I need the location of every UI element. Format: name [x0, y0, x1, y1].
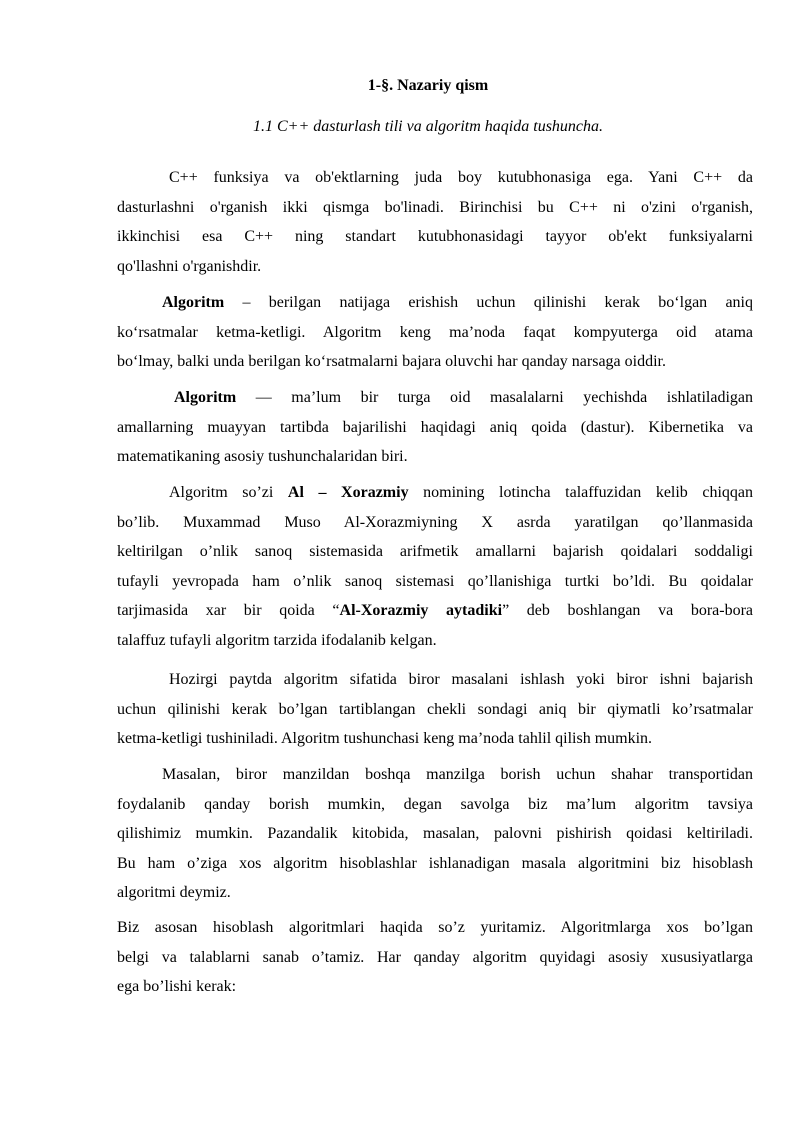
text-line	[117, 383, 753, 413]
text-run: belgi va talablarni sanab o’tamiz. Har qanday algoritm quyidagi asosiy xususiyatlarga	[117, 948, 753, 966]
bold-term: Al-Xorazmiy aytadiki	[339, 602, 503, 620]
text-run: keltirilgan o’nlik sanoq sistemasida arifmetik amallarni bajarish qoidalari soddaligi	[117, 543, 753, 561]
text-line	[117, 626, 753, 656]
text-line	[117, 695, 753, 725]
paragraph	[117, 163, 753, 281]
text-run: qilishimiz mumkin. Pazandalik kitobida, masalan, palovni pishirish qoidasi keltiriladi.	[117, 825, 753, 843]
text-line	[117, 347, 753, 377]
paragraph	[117, 760, 753, 908]
text-line	[117, 724, 753, 754]
text-line	[117, 665, 753, 695]
text-line	[117, 819, 753, 849]
paragraph	[117, 383, 753, 472]
text-run: ko‘rsatmalar ketma-ketligi. Algoritm keng ma’noda faqat kompyuterga oid atama	[117, 323, 753, 341]
text-line	[117, 849, 753, 879]
text-line	[117, 163, 753, 193]
bold-term: Algoritm	[162, 294, 225, 311]
text-run: ” deb boshlangan va bora-bora	[502, 602, 754, 620]
text-line	[117, 913, 753, 943]
text-run: Algoritm so’zi	[169, 484, 288, 501]
text-run: amallarning muayyan tartibda bajarilishi haqidagi aniq qoida (dastur). Kibernetika va	[117, 418, 753, 436]
text-line	[117, 790, 753, 820]
text-line	[117, 567, 753, 597]
text-run: Hozirgi paytda algoritm sifatida biror masalani ishlash yoki biror ishni bajarish	[169, 671, 753, 688]
text-line	[117, 478, 753, 508]
bold-term: Al – Xorazmiy	[287, 484, 409, 501]
text-run: Bu ham o’ziga xos algoritm hisoblashlar ishlanadigan masala algoritmini biz hisoblash	[117, 854, 753, 872]
paragraph	[117, 665, 753, 754]
text-run: ega bo’lishi kerak:	[117, 978, 237, 996]
text-line	[117, 943, 753, 973]
section-title: 1-§. Nazariy qism	[367, 77, 489, 94]
text-run: C++ funksiya va ob'ektlarning juda boy kutubhonasiga ega. Yani C++ da	[169, 169, 753, 186]
text-line	[117, 596, 753, 626]
text-line	[117, 442, 753, 472]
text-run: Masalan, biror manzildan boshqa manzilga borish uchun shahar transportidan	[162, 766, 753, 783]
text-line	[117, 537, 753, 567]
text-run: Biz asosan hisoblash algoritmlari haqida so’z yuritamiz. Algoritmlarga xos bo’lgan	[117, 919, 753, 936]
text-run: matematikaning asosiy tushunchalaridan biri.	[117, 448, 408, 466]
text-run: tarjimasida xar bir qoida “	[117, 602, 340, 620]
text-run: foydalanib qanday borish mumkin, degan savolga biz ma’lum algoritm tavsiya	[117, 795, 753, 813]
text-run: ikkinchisi esa C++ ning standart kutubhonasidagi tayyor ob'ekt funksiyalarni	[117, 228, 753, 246]
text-run: talaffuz tufayli algoritm tarzida ifodalanib kelgan.	[117, 631, 437, 649]
text-run: — ma’lum bir turga oid masalalarni yechishda ishlatiladigan	[236, 389, 753, 406]
text-line	[117, 318, 753, 348]
text-run: nomining lotincha talaffuzidan kelib chiqqan	[408, 484, 754, 501]
text-line	[117, 413, 753, 443]
text-run: algoritmi deymiz.	[117, 884, 231, 902]
text-run: – berilgan natijaga erishish uchun qilinishi kerak bo‘lgan aniq	[224, 294, 753, 311]
text-line	[117, 193, 753, 223]
text-line	[117, 252, 753, 282]
text-run: uchun qilinishi kerak bo’lgan tartiblangan chekli sondagi aniq bir qiymatli ko’rsatmalar	[117, 700, 753, 718]
section-subtitle: 1.1 C++ dasturlash tili va algoritm haqida tushuncha.	[252, 118, 604, 135]
text-run: dasturlashni o'rganish ikki qismga bo'linadi. Birinchisi bu C++ ni o'zini o'rganish,	[117, 198, 753, 216]
paragraph	[117, 288, 753, 377]
text-line	[117, 972, 753, 1002]
text-line	[117, 760, 753, 790]
text-line	[117, 222, 753, 252]
paragraph	[117, 478, 753, 656]
text-run: bo’lib. Muxammad Muso Al-Xorazmiyning X asrda yaratilgan qo’llanmasida	[117, 513, 753, 531]
text-run: ketma-ketligi tushiniladi. Algoritm tushunchasi keng ma’noda tahlil qilish mumkin.	[117, 730, 653, 748]
text-run: bo‘lmay, balki unda berilgan ko‘rsatmalarni bajara oluvchi har qanday narsaga oiddir.	[117, 353, 666, 371]
text-run: qo'llashni o'rganishdir.	[117, 257, 262, 275]
text-line	[117, 288, 753, 318]
text-run: tufayli yevropada ham o’nlik sanoq sistemasi qo’llanishiga turtki bo’ldi. Bu qoidalar	[117, 572, 753, 590]
text-line	[117, 508, 753, 538]
text-line	[117, 878, 753, 908]
bold-term: Algoritm	[174, 389, 237, 406]
paragraph	[117, 913, 753, 1002]
